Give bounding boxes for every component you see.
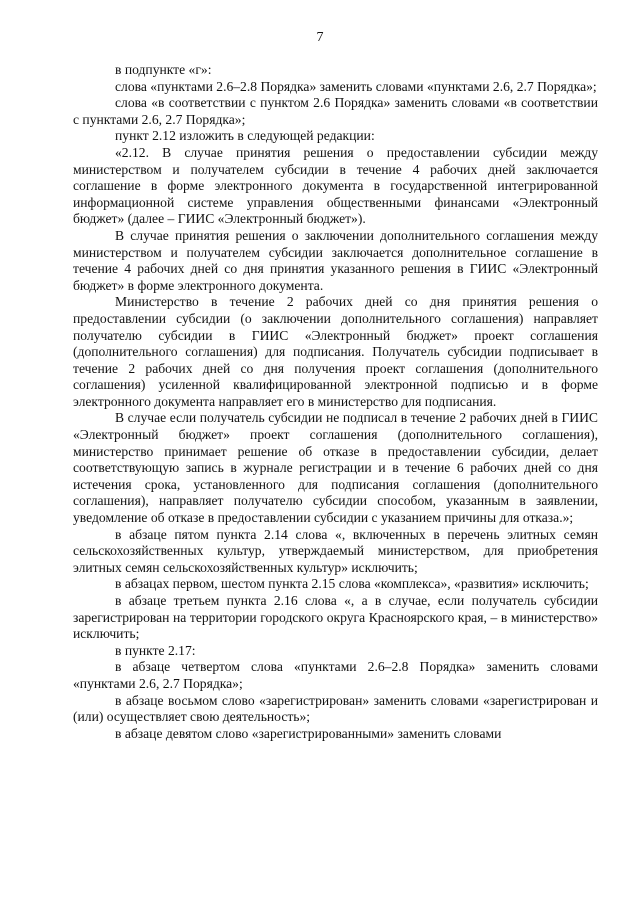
paragraph: Министерство в течение 2 рабочих дней со дня принятия решения о предоставлении субсидии (о заключении дополнительного соглашения) направляет получателю субсидии в ГИИС «Электронный бюджет» проект соглашения (дополнительного соглашения) для подписания. Получатель субсидии подписывает в течение 2 рабочих дней со дня получения проект соглашения (дополнительного соглашения) усиленной квалифицированной электронной подписью и в форме электронного документа направляет его в министерство для подписания. (73, 294, 598, 409)
document-body (73, 62, 598, 742)
paragraph: в абзаце четвертом слова «пунктами 2.6–2.8 Порядка» заменить словами «пунктами 2.6, 2.7 Порядка»; (73, 659, 598, 691)
page-number: 7 (316, 30, 324, 45)
paragraph: в абзаце девятом слово «зарегистрированными» заменить словами (115, 725, 502, 741)
paragraph: пункт 2.12 изложить в следующей редакции: (115, 128, 375, 144)
paragraph: в абзаце восьмом слово «зарегистрирован» заменить словами «зарегистрирован и (или) осуществляет свою деятельность»; (73, 692, 598, 725)
paragraph: в абзацах первом, шестом пункта 2.15 слова «комплекса», «развития» исключить; (115, 576, 589, 592)
paragraph: в пункте 2.17: (115, 642, 196, 658)
paragraph: в абзаце третьем пункта 2.16 слова «, а в случае, если получатель субсидии зарегистрирован на территории городского округа Красноярского края, – в министерство» исключить; (73, 593, 598, 642)
paragraph: в абзаце пятом пункта 2.14 слова «, включенных в перечень элитных семян сельскохозяйственных культур, утверждаемый министерством, для приобретения элитных семян сельскохозяйственных культур» исключить; (73, 526, 598, 575)
paragraph: «2.12. В случае принятия решения о предоставлении субсидии между министерством и получателем субсидии в течение 4 рабочих дней заключается соглашение в форме электронного документа в государственной интегрированной информационной системе управления общественными финансами «Электронный бюджет» (далее – ГИИС «Электронный бюджет»). (73, 144, 598, 227)
paragraph: слова «пунктами 2.6–2.8 Порядка» заменить словами «пунктами 2.6, 2.7 Порядка»; (115, 78, 597, 94)
paragraph: В случае если получатель субсидии не подписал в течение 2 рабочих дней в ГИИС «Электронный бюджет» проект соглашения (дополнительного соглашения), министерство принимает решение об отказе в предоставлении субсидии, делает соответствующую запись в журнале регистрации и в течение 6 рабочих дней со дня истечения срока, установленного для подписания соглашения (дополнительного соглашения), направляет получателю субсидии способом, указанным в заявлении, уведомление об отказе в предоставлении субсидии с указанием причины для отказа.»; (73, 410, 598, 526)
paragraph: в подпункте «г»: (115, 62, 212, 77)
paragraph: В случае принятия решения о заключении дополнительного соглашения между министерством и получателем субсидии заключается дополнительное соглашение в течение 4 рабочих дней со дня принятия указанного решения в ГИИС «Электронный бюджет» в форме электронного документа. (73, 227, 598, 293)
paragraph: слова «в соответствии с пунктом 2.6 Порядка» заменить словами «в соответствии с пунктами 2.6, 2.7 Порядка»; (73, 95, 598, 127)
